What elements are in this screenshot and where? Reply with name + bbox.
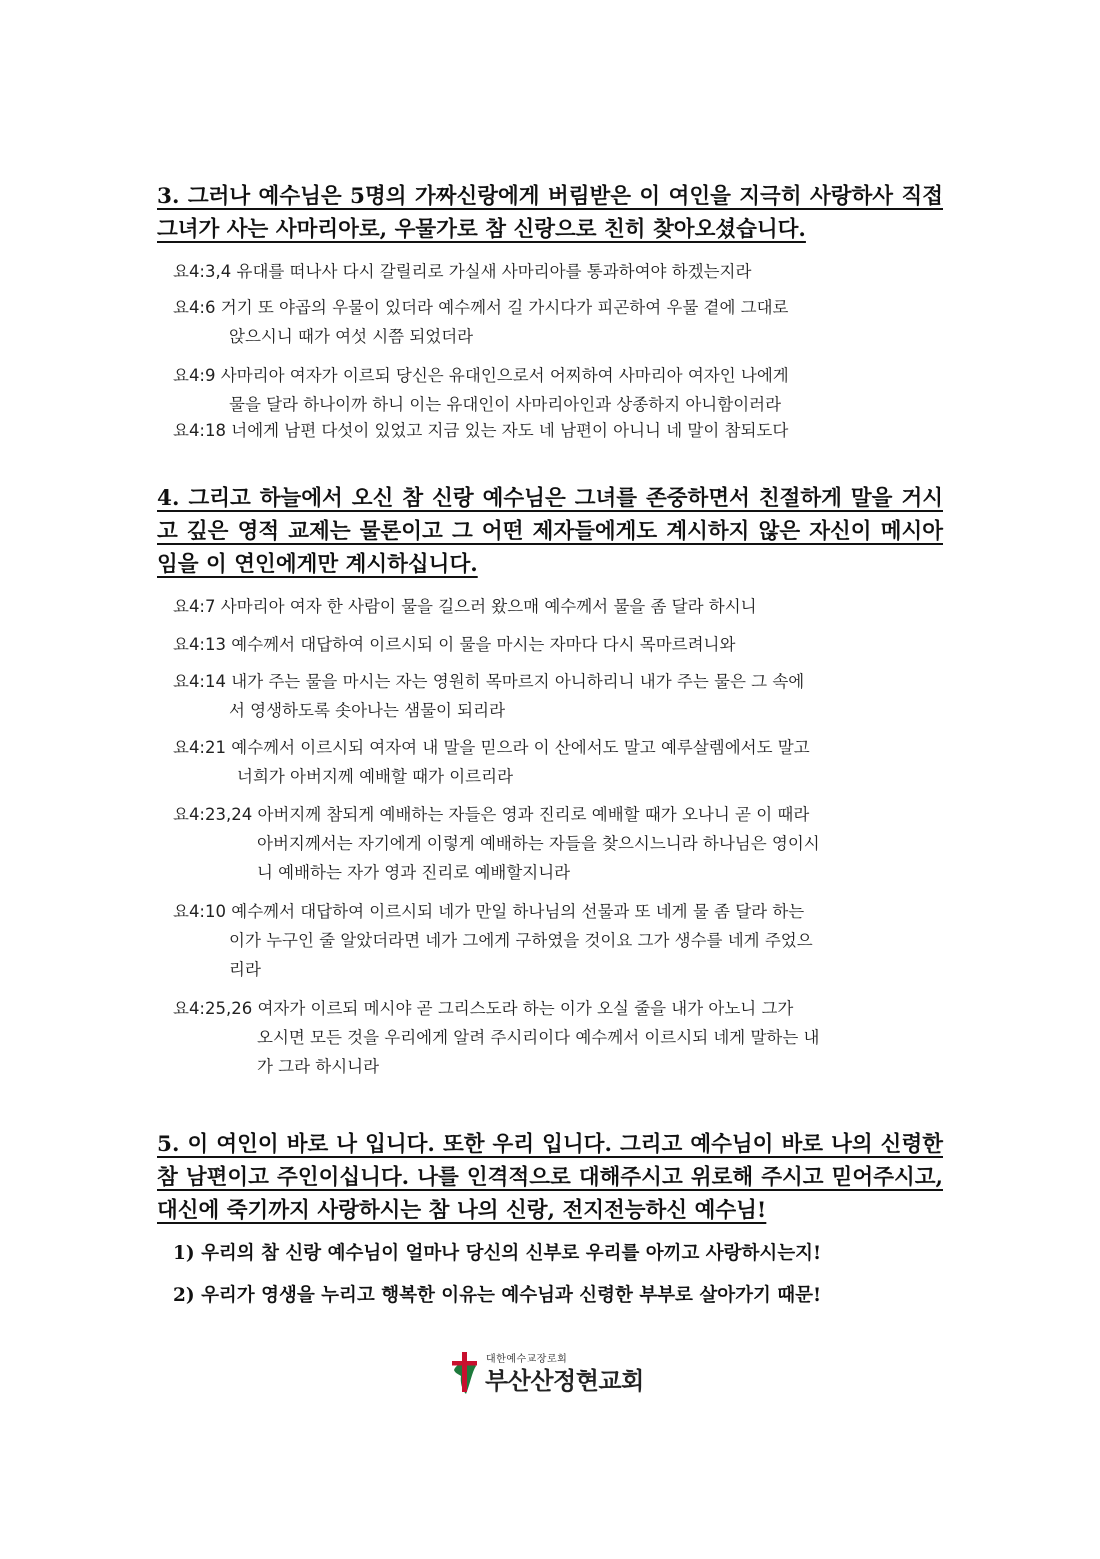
- verse-text-continued: 오시면 모든 것을 우리에게 알려 주시리이다 예수께서 이르시되 네게 말하는 내: [257, 1028, 820, 1047]
- verse-item: [173, 630, 943, 659]
- verse-item: [173, 257, 943, 286]
- verse-item: [173, 592, 943, 621]
- verse-item: [173, 733, 943, 791]
- verse-text: 거기 또 야곱의 우물이 있더라 예수께서 길 가시다가 피곤하여 우물 곁에 그대로: [220, 298, 789, 317]
- verse-item: [173, 667, 943, 725]
- verse-item: [173, 897, 943, 984]
- verse-text: 예수께서 대답하여 이르시되 이 물을 마시는 자마다 다시 목마르려니와: [231, 635, 736, 654]
- verse-text: 사마리아 여자 한 사람이 물을 길으러 왔으매 예수께서 물을 좀 달라 하시니: [220, 597, 757, 616]
- section-3-heading: [157, 180, 943, 246]
- church-logo: [448, 1350, 648, 1396]
- verse-text: 예수께서 대답하여 이르시되 네가 만일 하나님의 선물과 또 네게 물 좀 달라 하는: [231, 902, 805, 921]
- verse-ref: 요4:7: [173, 597, 216, 616]
- logo-subtitle: 대한예수교장로회: [486, 1354, 568, 1365]
- verse-item: [173, 994, 943, 1081]
- verse-text: 아버지께 참되게 예배하는 자들은 영과 진리로 예배할 때가 오나니 곧 이 때라: [257, 805, 810, 824]
- point-item: 2) 우리가 영생을 누리고 행복한 이유는 예수님과 신령한 부부로 살아가기 때문!: [173, 1285, 822, 1306]
- cross-icon: [448, 1350, 482, 1396]
- section-4-heading: [157, 482, 943, 581]
- verse-text: 여자가 이르되 메시야 곧 그리스도라 하는 이가 오실 줄을 내가 아노니 그가: [257, 999, 794, 1018]
- verse-ref: 요4:3,4: [173, 262, 232, 281]
- verse-text-continued: 리라: [229, 960, 261, 979]
- verse-text: 유대를 떠나사 다시 갈릴리로 가실새 사마리아를 통과하여야 하겠는지라: [236, 262, 752, 281]
- verse-text-continued: 가 그라 하시니라: [257, 1057, 380, 1076]
- section-4-heading-text: 4. 그리고 하늘에서 오신 참 신랑 예수님은 그녀를 존중하면서 친절하게 말을 거시고 깊은 영적 교제는 물론이고 그 어떤 제자들에게도 계시하지 않은 자신이 메시아임을 이 연인에게만 계시하십니다.: [157, 486, 943, 577]
- verse-text: 예수께서 이르시되 여자여 내 말을 믿으라 이 산에서도 말고 예루살렘에서도 말고: [231, 738, 810, 757]
- verse-ref: 요4:14: [173, 672, 226, 691]
- verse-text: 내가 주는 물을 마시는 자는 영원히 목마르지 아니하리니 내가 주는 물은 그 속에: [231, 672, 805, 691]
- verse-text: 사마리아 여자가 이르되 당신은 유대인으로서 어찌하여 사마리아 여자인 나에게: [220, 366, 789, 385]
- verse-ref: 요4:23,24: [173, 805, 253, 824]
- section-5-heading-text: 5. 이 여인이 바로 나 입니다. 또한 우리 입니다. 그리고 예수님이 바로 나의 신령한 참 남편이고 주인이십니다. 나를 인격적으로 대해주시고 위로해 주시고 믿어주시고, 대신에 죽기까지 사랑하시는 참 나의 신랑, 전지전능하신 예수님!: [157, 1132, 943, 1223]
- verse-ref: 요4:13: [173, 635, 226, 654]
- verse-text-continued: 너희가 아버지께 예배할 때가 이르리라: [237, 767, 514, 786]
- verse-text-continued: 아버지께서는 자기에게 이렇게 예배하는 자들을 찾으시느니라 하나님은 영이시: [257, 834, 820, 853]
- verse-text: 너에게 남편 다섯이 있었고 지금 있는 자도 네 남편이 아니니 네 말이 참되도다: [231, 421, 789, 440]
- verse-item: [173, 416, 943, 445]
- section-5-heading: [157, 1128, 943, 1227]
- logo-name: 부산산정현교회: [485, 1367, 644, 1395]
- verse-ref: 요4:9: [173, 366, 216, 385]
- verse-item: [173, 361, 943, 419]
- section-3-heading-text: 3. 그러나 예수님은 5명의 가짜신랑에게 버림받은 이 여인을 지극히 사랑하사 직접 그녀가 사는 사마리아로, 우물가로 참 신랑으로 친히 찾아오셨습니다.: [157, 184, 943, 242]
- verse-ref: 요4:25,26: [173, 999, 253, 1018]
- verse-text-continued: 앉으시니 때가 여섯 시쯤 되었더라: [229, 327, 474, 346]
- verse-text-continued: 니 예배하는 자가 영과 진리로 예배할지니라: [257, 863, 571, 882]
- verse-ref: 요4:18: [173, 421, 226, 440]
- point-item: 1) 우리의 참 신랑 예수님이 얼마나 당신의 신부로 우리를 아끼고 사랑하시는지!: [173, 1243, 822, 1264]
- verse-text-continued: 서 영생하도록 솟아나는 샘물이 되리라: [229, 701, 506, 720]
- verse-ref: 요4:10: [173, 902, 226, 921]
- verse-item: [173, 293, 943, 351]
- verse-ref: 요4:6: [173, 298, 216, 317]
- verse-ref: 요4:21: [173, 738, 226, 757]
- verse-text-continued: 이가 누구인 줄 알았더라면 네가 그에게 구하였을 것이요 그가 생수를 네게 주었으: [229, 931, 813, 950]
- verse-text-continued: 물을 달라 하나이까 하니 이는 유대인이 사마리아인과 상종하지 아니함이러라: [229, 395, 782, 414]
- verse-item: [173, 800, 943, 887]
